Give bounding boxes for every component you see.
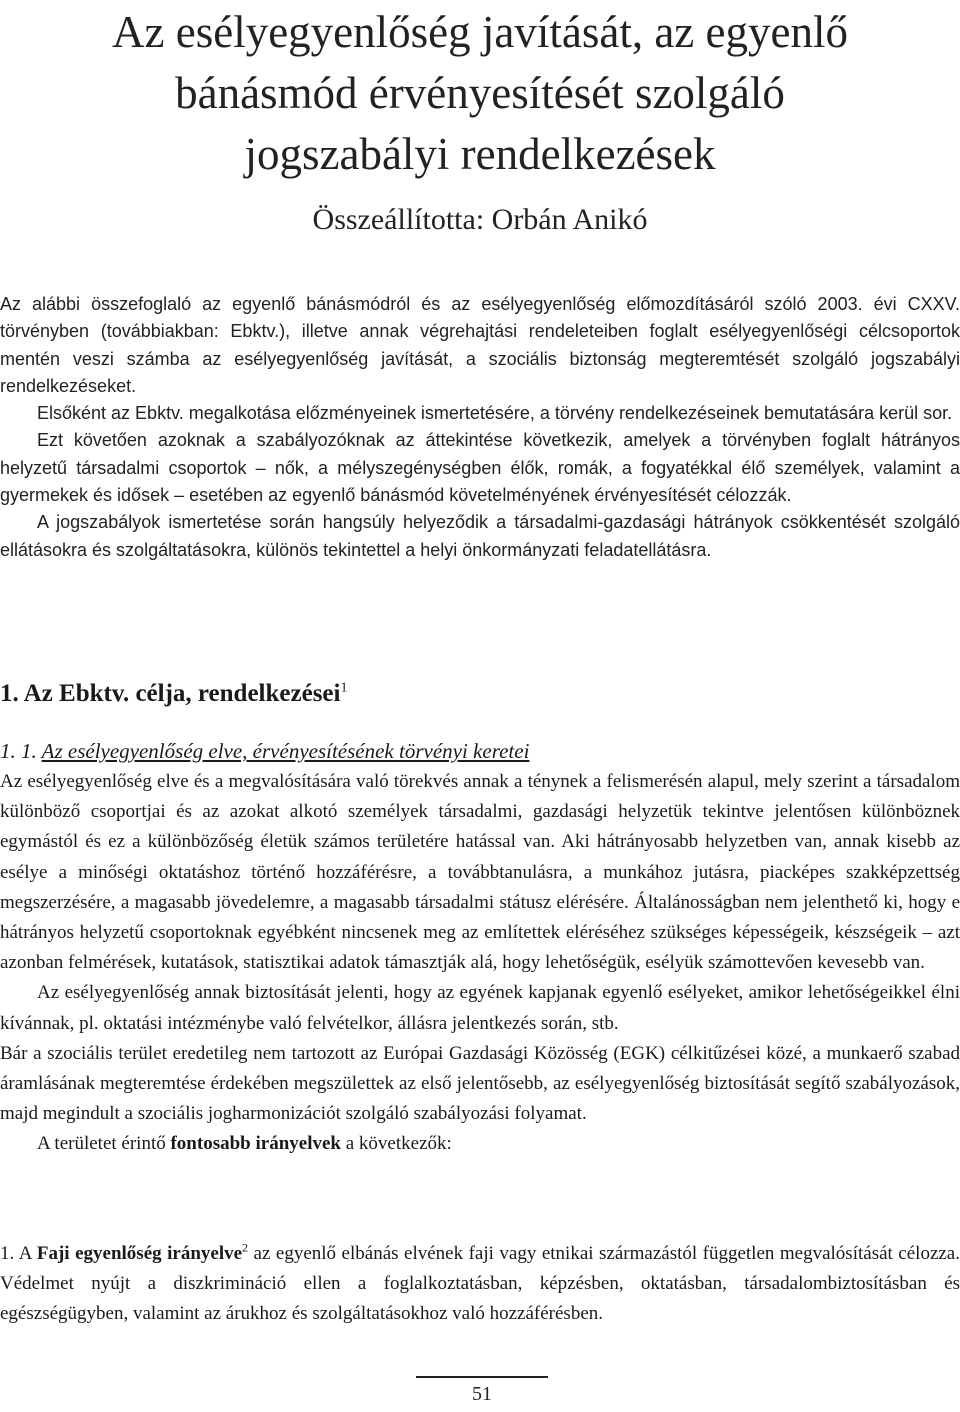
footer-rule [416,1376,548,1378]
section-heading-text: 1. Az Ebktv. célja, rendelkezései [0,680,341,707]
page-number: 51 [472,1383,492,1405]
directives-intro-post: a következők: [340,1133,452,1155]
title-line-3: jogszabályi rendelkezések [244,129,716,179]
body-section [0,767,960,1160]
section-heading [0,680,347,708]
directives-intro-pre: A területet érintő [37,1133,171,1155]
section-heading-footnote: 1 [340,680,348,696]
body-paragraph-4 [0,1129,960,1159]
directive-1-name: Faji egyenlőség irányelve [36,1243,243,1264]
intro-paragraph-1: Az alábbi összefoglaló az egyenlő bánásmódról és az esélyegyenlőség előmozdításáról szóló 2003. évi CXXV. törvényben (továbbiakban: Ebktv.), illetve annak végrehajtási rendeleteiben foglalt esélyegyenlőségi célcsoportok mentén veszi számba az esélyegyenlőség javítását, a szociális biztonság megteremtését szolgáló jogszabályi rendelkezéseket. [0,294,960,396]
compiler-line: Összeállította: Orbán Anikó [312,203,648,236]
directive-1-text: az egyenlő elbánás elvének faji vagy etnikai származástól független megvalósítását célozza. Védelmet nyújt a diszkrimináció ellen a foglalkoztatásban, képzésben, oktatásban, társadalombiztosításban és egészségügyben, valamint az árukhoz és szolgáltatásokhoz való hozzáférésben. [0,1243,960,1325]
intro-section [0,291,960,564]
directive-1-footnote: 2 [242,1240,249,1255]
subsection-heading [0,739,529,764]
body-paragraph-2: Az esélyegyenlőség annak biztosítását jelenti, hogy az egyének kapjanak egyenlő esélyeket, amikor lehetőségeikkel élni kívánnak, pl. oktatási intézménybe való felvételkor, állásra jelentkezés során, stb. [0,982,960,1034]
body-paragraph-1: Az esélyegyenlőség elve és a megvalósítására való törekvés annak a ténynek a felismerésén alapul, mely szerint a társadalom különböző csoportjai és az azokat alkotó személyek társadalmi, gazdasági helyzetük tekintve jelentősen különböznek egymástól és ez a különbözőség életük számos területére hatással van. Aki hátrányosabb helyzetben van, annak kisebb az esélye a minőségi oktatáshoz történő hozzáférésre, a továbbtanulásra, a munkához jutásra, piacképes szakképzettség megszerzésére, a magasabb jövedelemre, a magasabb társadalmi státusz elérésére. Általánosságban nem jelenthető ki, hogy e hátrányos helyzetű csoportoknak egyébként nincsenek meg az említettek eléréséhez szükséges képességeik, készségeik – azt azonban felmérések, kutatások, statisztikai adatok támasztják alá, hogy lehetőségük, esélyük számottevően kevesebb van. [0,771,960,974]
subsection-number: 1. 1. [0,739,37,763]
title-line-2: bánásmód érvényesítését szolgáló [175,68,785,118]
directive-1-pre: 1. A [0,1243,37,1264]
intro-paragraph-4: A jogszabályok ismertetése során hangsúly helyeződik a társadalmi-gazdasági hátrányok csökkentését szolgáló ellátásokra és szolgáltatásokra, különös tekintettel a helyi önkormányzati feladatellátásra. [0,512,960,560]
document-title [0,2,960,185]
intro-paragraph-3: Ezt követően azoknak a szabályozóknak az áttekintése következik, amelyek a törvényben foglalt hátrányos helyzetű társadalmi csoportok – nők, a mélyszegénységben élők, romák, a fogyatékkal élő személyek, valamint a gyermekek és idősek – esetében az egyenlő bánásmód követelményének érvényesítését célozzák. [0,430,960,506]
intro-paragraph-2: Elsőként az Ebktv. megalkotása előzményeinek ismertetésére, a törvény rendelkezéseinek bemutatására kerül sor. [37,403,953,424]
subsection-title: Az esélyegyenlőség elve, érvényesítésének törvényi keretei [41,739,530,763]
title-line-1: Az esélyegyenlőség javítását, az egyenlő [112,7,848,57]
directive-item-1 [0,1239,960,1330]
directives-intro-bold: fontosabb irányelvek [170,1133,341,1155]
body-paragraph-3: Bár a szociális terület eredetileg nem tartozott az Európai Gazdasági Közösség (EGK) célkitűzései közé, a munkaerő szabad áramlásának megteremtése érdekében megszülettek az első jelentősebb, az esélyegyenlőség biztosítását segítő szabályozások, majd megindult a szociális jogharmonizációt szolgáló szabályozási folyamat. [0,1042,960,1125]
